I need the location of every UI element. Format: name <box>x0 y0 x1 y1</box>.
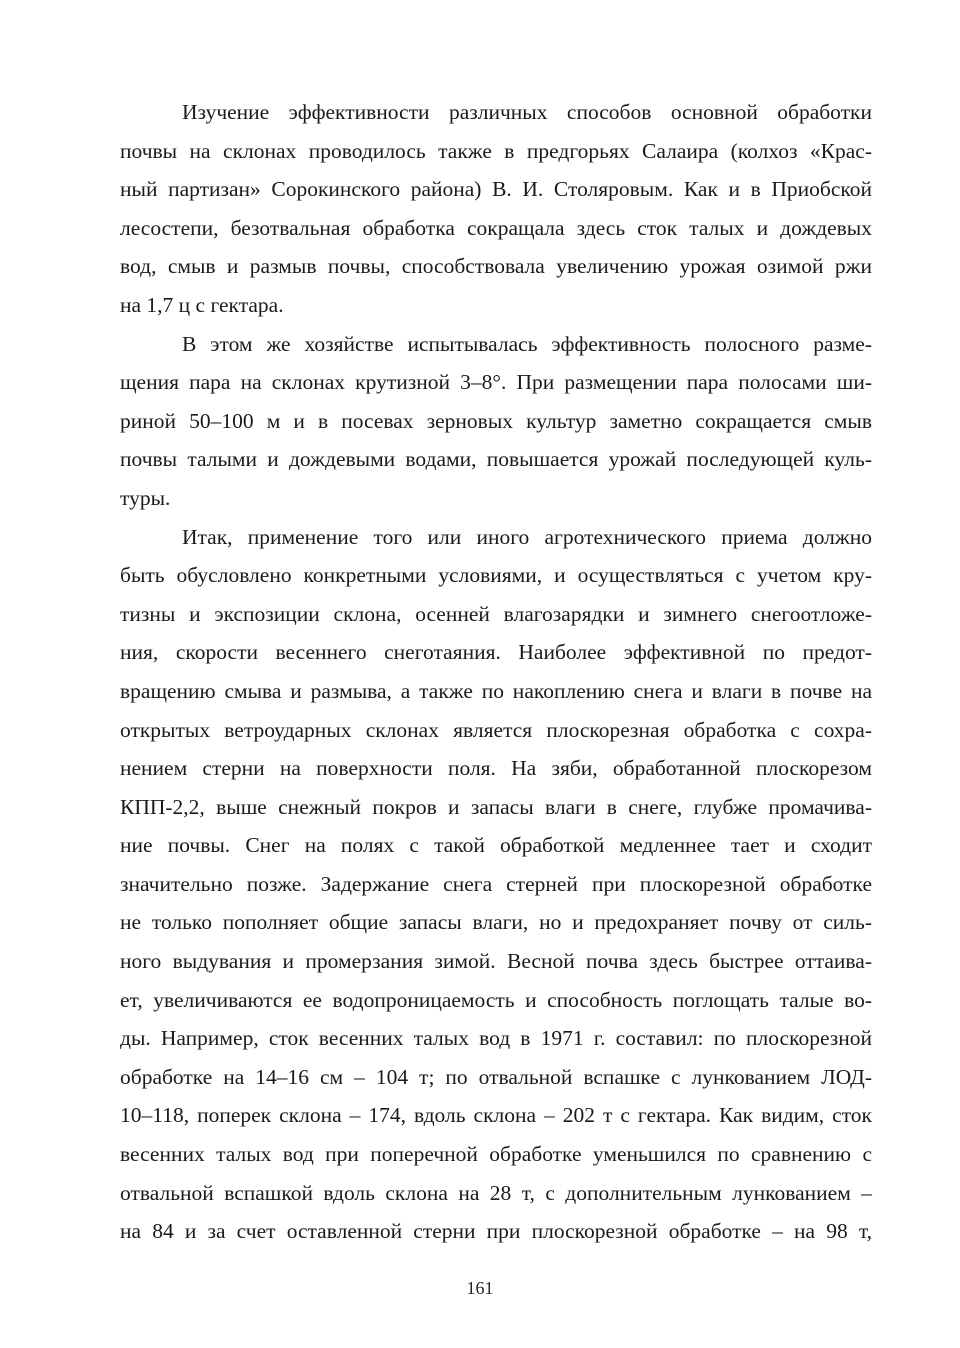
text-line: весенних талых вод при поперечной обработке уменьшился по сравнению с <box>120 1142 872 1167</box>
text-line: почвы на склонах проводилось также в предгорьях Салаира (колхоз «Крас- <box>120 138 872 163</box>
text-line: туры. <box>120 485 171 510</box>
text-line: 10–118, поперек склона – 174, вдоль склона – 202 т с гектара. Как видим, сток <box>120 1103 872 1128</box>
text-line: открытых ветроударных склонах является плоскорезная обработка с сохра- <box>120 717 872 742</box>
text-line: не только пополняет общие запасы влаги, но и предохраняет почву от силь- <box>120 910 872 935</box>
text-line: почвы талыми и дождевыми водами, повышается урожай последующей куль- <box>120 447 872 472</box>
text-line: В этом же хозяйстве испытывалась эффективность полосного разме- <box>182 331 872 356</box>
text-line: нением стерни на поверхности поля. На зяби, обработанной плоскорезом <box>120 756 872 781</box>
text-line: ды. Например, сток весенних талых вод в 1971 г. составил: по плоскорезной <box>120 1026 872 1051</box>
text-line: тизны и экспозиции склона, осенней влагозарядки и зимнего снегоотложе- <box>120 601 872 626</box>
text-line: отвальной вспашкой вдоль склона на 28 т, с дополнительным лункованием – <box>120 1180 872 1205</box>
text-line: ный партизан» Сорокинского района) В. И. Столяровым. Как и в Приобской <box>120 177 872 202</box>
text-line: на 84 и за счет оставленной стерни при плоскорезной обработке – на 98 т, <box>120 1219 872 1244</box>
paragraph-2 <box>120 325 872 518</box>
paragraph-1 <box>120 93 872 325</box>
text-line: ния, скорости весеннего снеготаяния. Наиболее эффективной по предот- <box>120 640 872 665</box>
text-line: Итак, применение того или иного агротехнического приема должно <box>182 524 872 549</box>
paragraph-3 <box>120 518 872 1251</box>
text-line: значительно позже. Задержание снега стерней при плоскорезной обработке <box>120 871 872 896</box>
text-line: ет, увеличиваются ее водопроницаемость и способность поглощать талые во- <box>120 987 872 1012</box>
page-number: 161 <box>466 1278 494 1298</box>
text-line: ного выдувания и промерзания зимой. Весной почва здесь быстрее оттаива- <box>120 949 872 974</box>
text-line: на 1,7 ц с гектара. <box>120 292 284 317</box>
body-text <box>120 93 872 1251</box>
text-line: ние почвы. Снег на полях с такой обработкой медленнее тает и сходит <box>120 833 872 858</box>
text-line: риной 50–100 м и в посевах зерновых культур заметно сокращается смыв <box>120 408 872 433</box>
text-line: Изучение эффективности различных способов основной обработки <box>182 100 872 124</box>
text-line: вод, смыв и размыв почвы, способствовала увеличению урожая озимой ржи <box>120 254 872 279</box>
text-line: щения пара на склонах крутизной 3–8°. При размещении пара полосами ши- <box>120 370 872 395</box>
text-line: КПП-2,2, выше снежный покров и запасы влаги в снеге, глубже промачива- <box>120 794 872 819</box>
text-line: обработке на 14–16 см – 104 т; по отвальной вспашке с лункованием ЛОД- <box>120 1064 872 1089</box>
text-line: лесостепи, безотвальная обработка сокращала здесь сток талых и дождевых <box>120 215 872 240</box>
text-line: вращению смыва и размыва, а также по накоплению снега и влаги в почве на <box>120 678 872 703</box>
text-line: быть обусловлено конкретными условиями, и осуществляться с учетом кру- <box>120 563 872 588</box>
